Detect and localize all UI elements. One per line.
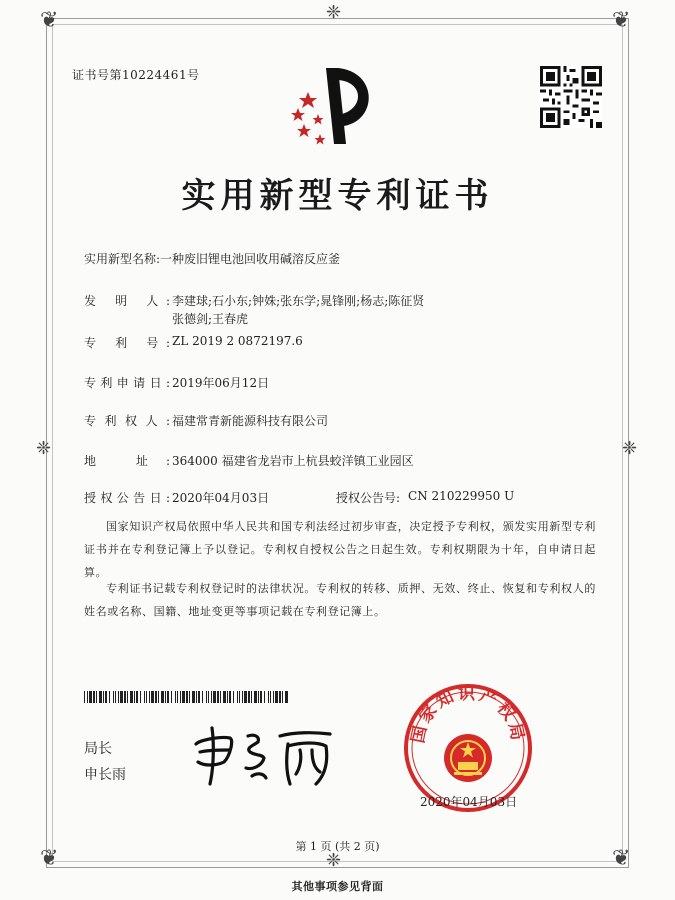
barcode-bar xyxy=(223,691,226,703)
seal-date: 2020年04月03日 xyxy=(420,795,518,809)
barcode-bar xyxy=(146,691,147,703)
barcode-bar xyxy=(180,691,181,703)
barcode-bar xyxy=(192,691,195,703)
barcode-bar xyxy=(124,691,126,703)
footer-note: 其他事项参见背面 xyxy=(291,880,384,893)
barcode-bar xyxy=(270,691,271,703)
barcode-bar xyxy=(258,691,259,703)
barcode-bar xyxy=(155,691,157,703)
barcode-bar xyxy=(217,691,219,703)
barcode-bar xyxy=(105,691,107,703)
barcode-bar xyxy=(115,691,116,703)
barcode-bar xyxy=(213,691,216,703)
grant-number: CN 210229950 U xyxy=(408,489,515,503)
barcode-bar xyxy=(103,691,104,703)
right-ornament-icon: ❈ xyxy=(622,438,638,459)
barcode-bar xyxy=(109,691,110,703)
application-date-row xyxy=(84,374,269,391)
barcode-bar xyxy=(149,691,150,703)
corner-ornament-icon: ❦ xyxy=(40,8,59,33)
barcode-bar xyxy=(96,691,97,703)
barcode-bar xyxy=(130,691,133,703)
barcode-bar xyxy=(237,691,238,703)
patent-office-logo-icon xyxy=(286,64,382,150)
inventors-line-1: 李建球;石小东;钟姝;张东学;晁锋刚;杨志;陈征贤 xyxy=(172,294,425,308)
barcode-bar xyxy=(177,691,178,703)
page-number: 第 1 页 (共 2 页) xyxy=(295,840,380,853)
barcode-bar xyxy=(206,691,207,703)
barcode-bar xyxy=(211,691,212,703)
barcode-bar xyxy=(196,691,197,703)
grant-date-label: 授权公告日: xyxy=(84,491,170,505)
grant-date: 2020年04月03日 xyxy=(172,491,270,505)
barcode-bar xyxy=(275,691,278,703)
barcode-bar xyxy=(171,691,172,703)
top-ornament-icon: ❈ xyxy=(326,2,342,23)
barcode-bar xyxy=(134,691,135,703)
seal-text: 国家知识产权局 xyxy=(408,683,528,745)
application-date: 2019年06月12日 xyxy=(172,376,270,390)
handwritten-signature xyxy=(190,722,340,788)
barcode-icon xyxy=(84,691,288,703)
address-row xyxy=(84,452,414,469)
barcode-bar xyxy=(220,691,221,703)
barcode-bar xyxy=(144,691,145,703)
bottom-ornament-icon: ❈ xyxy=(326,850,342,871)
barcode-bar xyxy=(254,691,257,703)
barcode-bar xyxy=(202,691,203,703)
utility-model-name-label: 实用新型名称: xyxy=(84,252,161,266)
left-ornament-icon: ❈ xyxy=(36,438,52,459)
barcode-bar xyxy=(251,691,252,703)
grant-number-label: 授权公告号: xyxy=(336,491,401,505)
qr-code-icon xyxy=(540,66,602,128)
barcode-bar xyxy=(151,691,154,703)
barcode-bar xyxy=(113,691,114,703)
certificate-number: 证书号第10224461号 xyxy=(72,68,200,82)
inventors-line-2: 张德剑;王春虎 xyxy=(172,312,249,326)
corner-ornament-icon: ❦ xyxy=(612,846,631,871)
barcode-bar xyxy=(244,691,247,703)
patent-number-row xyxy=(84,334,303,351)
barcode-bar xyxy=(233,691,234,703)
grant-statement-paragraph: 国家知识产权局依照中华人民共和国专利法经过初步审查，决定授予专利权，颁发实用新型专利证书并在专利登记簿上予以登记。专利权自授权公告之日起生效。专利权期限为十年，自申请日起算。 xyxy=(84,520,596,579)
inventor-label: 发 明 人: xyxy=(84,294,170,308)
barcode-bar xyxy=(118,691,119,703)
address-label: 地 址: xyxy=(84,454,170,468)
barcode-bar xyxy=(165,691,166,703)
barcode-bar xyxy=(279,691,281,703)
barcode-bar xyxy=(285,691,288,703)
legal-status-paragraph: 专利证书记载专利权登记时的法律状况。专利权的转移、质押、无效、终止、恢复和专利权人的姓名或名称、国籍、地址变更等事项记载在专利登记簿上。 xyxy=(84,582,596,618)
patentee-label: 专利权人: xyxy=(84,414,170,428)
barcode-bar xyxy=(127,691,128,703)
grant-date-row xyxy=(84,489,269,506)
corner-ornament-icon: ❦ xyxy=(612,8,631,33)
utility-model-name: 一种废旧锂电池回收用碱溶反应釜 xyxy=(160,252,341,266)
barcode-bar xyxy=(140,691,141,703)
barcode-bar xyxy=(167,691,169,703)
barcode-bar xyxy=(186,691,188,703)
barcode-bar xyxy=(189,691,190,703)
barcode-bar xyxy=(248,691,250,703)
director-title: 局长 xyxy=(84,741,112,757)
barcode-bar xyxy=(182,691,185,703)
corner-ornament-icon: ❦ xyxy=(40,846,59,871)
patent-number-label: 专 利 号: xyxy=(84,336,170,350)
barcode-bar xyxy=(99,691,102,703)
barcode-bar xyxy=(229,691,231,703)
barcode-bar xyxy=(282,691,283,703)
barcode-bar xyxy=(93,691,95,703)
barcode-bar xyxy=(175,691,176,703)
barcode-bar xyxy=(268,691,269,703)
barcode-bar xyxy=(239,691,240,703)
barcode-bar xyxy=(273,691,274,703)
barcode-bar xyxy=(84,691,85,703)
address: 364000 福建省龙岩市上杭县蛟洋镇工业园区 xyxy=(172,454,414,468)
patentee: 福建常青新能源科技有限公司 xyxy=(172,414,329,428)
barcode-bar xyxy=(264,691,265,703)
barcode-bar xyxy=(260,691,262,703)
barcode-bar xyxy=(242,691,243,703)
application-date-label: 专利申请日: xyxy=(84,376,170,390)
barcode-bar xyxy=(161,691,164,703)
barcode-bar xyxy=(120,691,123,703)
utility-model-name-row xyxy=(84,250,340,267)
barcode-bar xyxy=(227,691,228,703)
patent-number: ZL 2019 2 0872197.6 xyxy=(172,334,303,348)
barcode-bar xyxy=(198,691,200,703)
barcode-bar xyxy=(158,691,159,703)
barcode-bar xyxy=(208,691,209,703)
barcode-bar xyxy=(87,691,88,703)
director-name: 申长雨 xyxy=(84,767,126,783)
certificate-title: 实用新型专利证书 xyxy=(181,176,494,216)
barcode-bar xyxy=(136,691,138,703)
barcode-bar xyxy=(89,691,92,703)
grant-number-row xyxy=(336,489,514,506)
patentee-row xyxy=(84,412,328,429)
inventor-row xyxy=(84,292,170,309)
